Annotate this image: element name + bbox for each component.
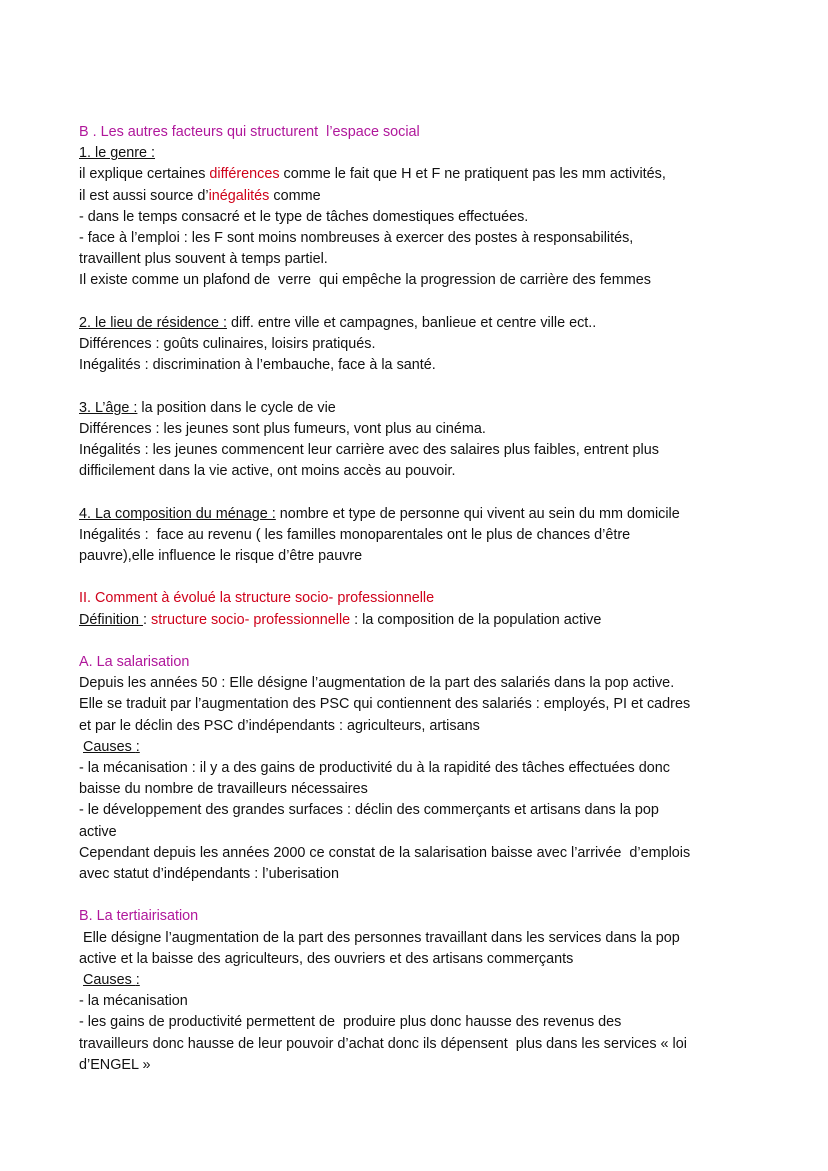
spacer xyxy=(79,292,759,313)
residence-line-1 xyxy=(79,313,759,334)
salarisation-line-3: et par le déclin des PSC d’indépendants : agriculteurs, artisans xyxy=(79,717,480,734)
text: il est aussi source d’ xyxy=(79,187,209,204)
tertiairisation-line-4: - les gains de productivité permettent de produire plus donc hausse des revenus des xyxy=(79,1014,622,1031)
salarisation-line-6: - le développement des grandes surfaces : déclin des commerçants et artisans dans la pop xyxy=(79,802,659,819)
residence-line-3: Inégalités : discrimination à l’embauche, face à la santé. xyxy=(79,357,436,374)
salarisation-line-9: avec statut d’indépendants : l’uberisation xyxy=(79,866,340,883)
menage-line-3: pauvre),elle influence le risque d’être pauvre xyxy=(79,548,363,565)
salarisation-line-4: - la mécanisation : il y a des gains de productivité du à la rapidité des tâches effectuées donc xyxy=(79,760,670,777)
age-line-3: Inégalités : les jeunes commencent leur carrière avec des salaires plus faibles, entrent plus xyxy=(79,442,659,459)
tertiairisation-line-6: d’ENGEL » xyxy=(79,1056,151,1073)
genre-line-4: - face à l’emploi : les F sont moins nombreuses à exercer des postes à responsabilités, xyxy=(79,230,634,247)
spacer xyxy=(79,631,759,652)
menage-line-1 xyxy=(79,504,759,525)
tertiairisation-line-5: travailleurs donc hausse de leur pouvoir d’achat donc ils dépensent plus dans les services « loi xyxy=(79,1035,687,1052)
residence-line-2: Différences : goûts culinaires, loisirs pratiqués. xyxy=(79,336,376,353)
spacer xyxy=(79,885,759,906)
text: comme xyxy=(269,187,321,204)
menage-line-2: Inégalités : face au revenu ( les familles monoparentales ont le plus de chances d’être xyxy=(79,526,631,543)
genre-line-5: travaillent plus souvent à temps partiel. xyxy=(79,251,328,268)
age-line-4: difficilement dans la vie active, ont moins accès au pouvoir. xyxy=(79,463,456,480)
text: : la composition de la population active xyxy=(350,611,602,628)
salarisation-line-2: Elle se traduit par l’augmentation des PSC qui contiennent des salariés : employés, PI et cadres xyxy=(79,696,691,713)
causes-label: Causes xyxy=(83,972,136,989)
tertiairisation-line-1: Elle désigne l’augmentation de la part des personnes travaillant dans les services dans la pop xyxy=(79,929,680,946)
age-line-2: Différences : les jeunes sont plus fumeurs, vont plus au cinéma. xyxy=(79,420,486,437)
tertiairisation-causes xyxy=(79,970,759,991)
genre-line-1 xyxy=(79,164,759,185)
section-b-title: B . Les autres facteurs qui structurent l’espace social xyxy=(79,124,420,140)
genre-heading-text: 1. le genre : xyxy=(79,145,156,162)
salarisation-title: A. La salarisation xyxy=(79,654,190,670)
text: il explique certaines xyxy=(79,166,210,183)
part-2-title: II. Comment à évolué la structure socio- professionnelle xyxy=(79,590,435,607)
text: comme le fait que H et F ne pratiquent pas les mm activités, xyxy=(279,166,666,183)
definition-line xyxy=(79,610,759,631)
menage-heading: 4. La composition du ménage : xyxy=(79,505,276,522)
keyword-inegalites: inégalités xyxy=(208,187,270,204)
salarisation-line-8: Cependant depuis les années 2000 ce constat de la salarisation baisse avec l’arrivée d’emplois xyxy=(79,844,691,861)
text: nombre et type de personne qui vivent au sein du mm domicile xyxy=(275,505,680,522)
salarisation-line-1: Depuis les années 50 : Elle désigne l’augmentation de la part des salariés dans la pop active. xyxy=(79,675,675,692)
definition-label: Définition xyxy=(79,611,143,628)
spacer xyxy=(79,482,759,503)
text: diff. entre ville et campagnes, banlieue et centre ville ect.. xyxy=(227,314,597,331)
tertiairisation-line-3: - la mécanisation xyxy=(79,993,188,1010)
genre-heading xyxy=(79,143,759,164)
text: : xyxy=(143,611,151,628)
text: la position dans le cycle de vie xyxy=(137,399,336,416)
definition-term: structure socio- professionnelle xyxy=(151,611,351,628)
causes-label: Causes xyxy=(83,738,136,755)
residence-heading: 2. le lieu de résidence : xyxy=(79,314,227,331)
genre-line-6: Il existe comme un plafond de verre qui empêche la progression de carrière des femmes xyxy=(79,272,651,289)
age-line-1 xyxy=(79,398,759,419)
salarisation-line-7: active xyxy=(79,823,117,840)
spacer xyxy=(79,567,759,588)
salarisation-line-5: baisse du nombre de travailleurs nécessaires xyxy=(79,781,368,798)
age-heading: 3. L’âge : xyxy=(79,399,138,416)
document-body xyxy=(79,122,759,1076)
spacer xyxy=(79,376,759,397)
tertiairisation-title: B. La tertiairisation xyxy=(79,908,199,925)
salarisation-causes xyxy=(79,737,759,758)
genre-line-3: - dans le temps consacré et le type de tâches domestiques effectuées. xyxy=(79,208,529,225)
genre-line-2 xyxy=(79,186,759,207)
causes-colon: : xyxy=(135,738,140,755)
tertiairisation-line-2: active et la baisse des agriculteurs, des ouvriers et des artisans commerçants xyxy=(79,950,574,967)
causes-colon: : xyxy=(135,972,140,989)
keyword-differences: différences xyxy=(209,166,280,183)
